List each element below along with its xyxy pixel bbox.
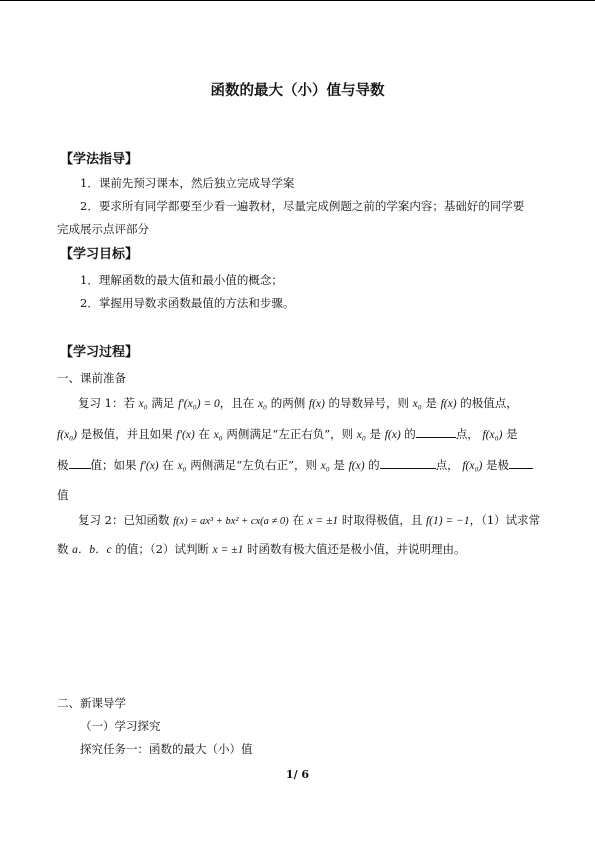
review-1-line-1: 复习 1：若 x₀ 满足 f′(x₀) = 0，且在 x₀ 的两侧 f(x) 的导数异号，则 x₀ 是 f(x) 的极值点， xyxy=(78,396,518,410)
new-lesson-heading: 二、新课导学 xyxy=(57,696,126,710)
study-guide-item-2: 2．要求所有同学都要至少看一遍教材，尽量完成例题之前的学案内容；基础好的同学要 xyxy=(80,199,525,213)
fill-blank[interactable] xyxy=(416,427,456,438)
study-explore-heading: （一）学习探究 xyxy=(80,719,161,733)
fill-blank[interactable] xyxy=(69,458,91,469)
pre-class-prep-heading: 一、课前准备 xyxy=(57,371,126,385)
learning-process-heading: 【学习过程】 xyxy=(60,345,139,360)
review-2-line-1: 复习 2：已知函数 f(x) = ax³ + bx² + cx(a ≠ 0) 在 x = ±1 时取得极值，且 f(1) = −1，（1）试求常 xyxy=(78,513,541,527)
page-title: 函数的最大（小）值与导数 xyxy=(210,83,385,99)
study-guide-item-1: 1．课前先预习课本，然后独立完成导学案 xyxy=(80,176,295,190)
fill-blank[interactable] xyxy=(509,458,533,469)
fill-blank[interactable] xyxy=(380,458,436,469)
learning-goals-heading: 【学习目标】 xyxy=(60,247,139,262)
study-guide-heading: 【学法指导】 xyxy=(60,152,139,167)
study-guide-item-2-continued: 完成展示点评部分 xyxy=(57,222,149,236)
review-1-line-4: 值 xyxy=(57,488,69,502)
explore-task-1: 探究任务一：函数的最大（小）值 xyxy=(80,742,253,756)
learning-goal-1: 1．理解函数的最大值和最小值的概念； xyxy=(80,273,283,287)
review-1-line-2: f(x₀) 是极值，并且如果 f′(x) 在 x₀ 两侧满足“左正右负”，则 x₀ 是 f(x) 的 点， f(x₀) 是 xyxy=(57,427,518,441)
learning-goal-2: 2．掌握用导数求函数最值的方法和步骤。 xyxy=(80,296,295,310)
review-1-line-3: 极 值；如果 f′(x) 在 x₀ 两侧满足“左负右正”，则 x₀ 是 f(x) 的 点， f(x₀) 是极 xyxy=(57,457,533,473)
top-border-line xyxy=(0,0,595,1)
page-number: 1/ 6 xyxy=(285,768,310,781)
review-2-line-2: 数 a．b．c 的值；（2）试判断 x = ±1 时函数有极大值还是极小值，并说明理由。 xyxy=(57,542,466,556)
